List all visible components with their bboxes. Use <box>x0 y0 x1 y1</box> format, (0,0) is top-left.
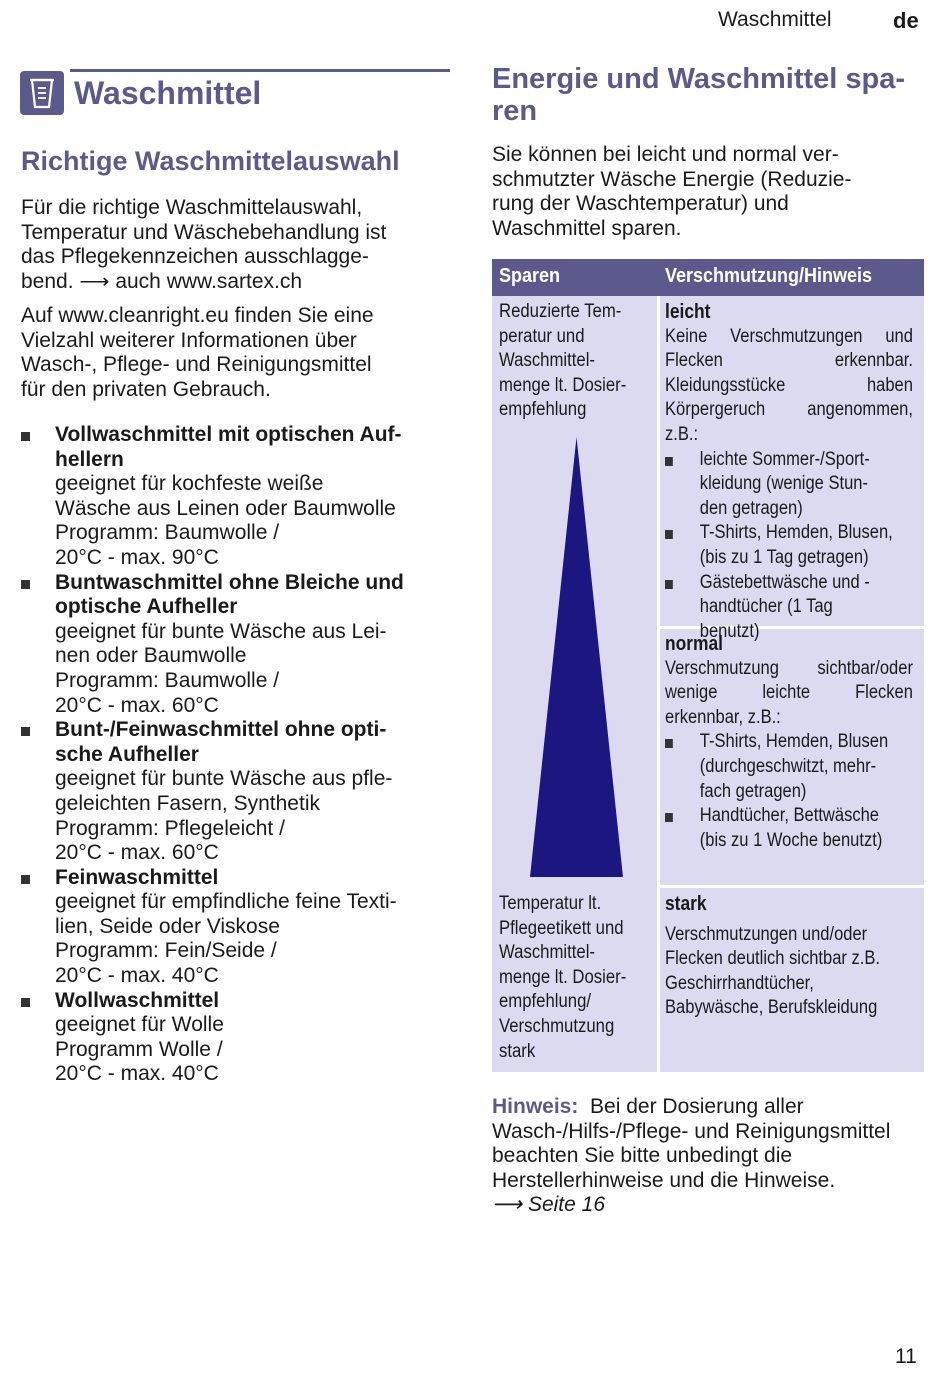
title-line: ren <box>492 95 538 127</box>
increase-triangle-graphic <box>530 437 623 877</box>
level-name: stark <box>665 893 707 915</box>
page-reference-link[interactable]: ⟶ Seite 16 <box>492 1193 605 1217</box>
detergent-desc-line: Programm: Baumwolle / <box>55 668 280 692</box>
level-example-line: (bis zu 1 Woche benutzt) <box>699 829 883 851</box>
section-title: Waschmittel <box>74 75 262 111</box>
detergent-desc-line: Programm: Fein/Seide / <box>55 939 277 963</box>
intro-line: Waschmittel sparen. <box>492 216 682 240</box>
intro-line: bend. ⟶ auch www.sartex.ch <box>21 269 303 293</box>
table-header-row <box>492 259 924 296</box>
level-name: normal <box>665 633 724 655</box>
table-header-sparen: Sparen <box>499 265 561 287</box>
sparen-line: peratur und <box>499 325 585 347</box>
intro-line: Auf www.cleanright.eu finden Sie eine <box>21 304 374 327</box>
detergent-desc-line: geeignet für kochfeste weiße <box>55 472 324 496</box>
intro-paragraph-1 <box>21 196 451 294</box>
square-bullet-icon <box>665 813 673 822</box>
detergent-desc-line: Programm: Baumwolle / <box>55 521 280 545</box>
table-column-separator <box>657 296 660 1072</box>
level-example-line: (bis zu 1 Tag getragen) <box>699 546 869 568</box>
detergent-name-line: Buntwaschmittel ohne Bleiche und <box>55 570 404 594</box>
detergent-name-line: optische Aufheller <box>55 595 238 619</box>
detergent-description <box>55 472 451 570</box>
level-stark <box>665 892 913 1021</box>
detergent-desc-line: Programm Wolle / <box>55 1037 223 1061</box>
detergent-name <box>55 866 451 891</box>
note-label: Hinweis: <box>492 1095 579 1118</box>
detergent-item <box>21 718 451 866</box>
detergent-description <box>55 620 451 718</box>
detergent-desc-line: 20°C - max. 40°C <box>55 1062 219 1086</box>
detergent-desc-line: nen oder Baumwolle <box>55 644 247 668</box>
sparen-line: Reduzierte Tem- <box>499 301 622 322</box>
square-bullet-icon <box>665 457 673 466</box>
level-example-line: den getragen) <box>699 497 803 519</box>
sparen-line: Verschmutzung <box>499 1015 615 1037</box>
square-bullet-icon <box>21 727 30 736</box>
detergent-desc-line: geeignet für empfindliche feine Texti- <box>55 890 397 914</box>
detergent-desc-line: Programm: Pflegeleicht / <box>55 816 285 840</box>
level-example-line: leichte Sommer-/Sport- <box>699 448 870 470</box>
sparen-cell-top <box>499 300 644 423</box>
intro-line: Sie können bei leicht und normal ver- <box>492 143 839 166</box>
intro-paragraph-2 <box>21 304 451 402</box>
note-text: Bei der Dosierung aller Wasch-/Hilfs-/Pflege- und Reinigungsmittel beachten Sie bitte unbedingt die Herstellerhinweise und die Hinweise. <box>492 1095 891 1192</box>
level-normal <box>665 632 913 853</box>
square-bullet-icon <box>665 530 673 539</box>
note-paragraph <box>492 1095 922 1218</box>
detergent-desc-line: lien, Seide oder Viskose <box>55 914 280 938</box>
detergent-name-line: Bunt-/Feinwaschmittel ohne opti- <box>55 718 387 742</box>
intro-line: für den privaten Gebrauch. <box>21 377 271 401</box>
detergent-desc-line: 20°C - max. 40°C <box>55 964 219 988</box>
level-example-line: kleidung (wenige Stun- <box>699 473 868 495</box>
detergent-name <box>55 989 451 1014</box>
detergent-name-line: Wollwaschmittel <box>55 988 220 1012</box>
sparen-line: Pflegeetikett und <box>499 917 624 939</box>
level-example-line: fach getragen) <box>699 780 807 802</box>
detergent-name <box>55 718 451 767</box>
level-example-item <box>665 521 913 570</box>
detergent-list <box>21 423 451 1087</box>
level-example-line: (durchgeschwitzt, mehr- <box>699 755 877 777</box>
detergent-desc-line: 20°C - max. 60°C <box>55 841 219 865</box>
table-header-verschmutzung: Verschmutzung/Hinweis <box>665 265 873 287</box>
level-example-line: T-Shirts, Hemden, Blusen, <box>699 522 893 544</box>
detergent-desc-line: Wäsche aus Leinen oder Baumwolle <box>55 496 396 520</box>
detergent-description <box>55 890 451 988</box>
level-leicht <box>665 300 913 644</box>
running-header-language: de <box>893 8 919 33</box>
table-row-separator <box>660 885 924 888</box>
detergent-description <box>55 1013 451 1087</box>
running-header-section: Waschmittel <box>718 8 832 31</box>
level-example-line: Handtücher, Bettwäsche <box>699 805 879 827</box>
subsection-title: Richtige Waschmittelauswahl <box>21 146 400 176</box>
intro-line: schmutzter Wäsche Energie (Reduzie- <box>492 167 852 191</box>
sparen-line: stark <box>499 1040 536 1062</box>
detergent-name <box>55 423 451 472</box>
detergent-desc-line: geeignet für bunte Wäsche aus Lei- <box>55 619 387 643</box>
intro-line: Temperatur und Wäschebehandlung ist <box>21 220 387 244</box>
level-example-line: benutzt) <box>699 620 760 642</box>
title-line: Energie und Waschmittel spa- <box>492 63 906 95</box>
detergent-name-line: hellern <box>55 447 124 471</box>
detergent-measuring-cup-icon <box>20 71 64 115</box>
detergent-desc-line: 20°C - max. 90°C <box>55 545 219 569</box>
detergent-desc-line: geeignet für bunte Wäsche aus pfle- <box>55 767 393 791</box>
detergent-description <box>55 767 451 865</box>
square-bullet-icon <box>21 580 30 589</box>
level-description: Keine Verschmutzungen und Flecken erkennbar. Kleidungsstücke haben Körpergeruch angenommen, z.B.: <box>665 325 913 445</box>
detergent-desc-line: geleichten Fasern, Synthetik <box>55 791 320 815</box>
sparen-line: menge lt. Dosier- <box>499 966 627 988</box>
sparen-line: empfehlung <box>499 399 587 421</box>
sparen-cell-bottom <box>499 892 644 1064</box>
intro-line: Wasch-, Pflege- und Reinigungsmittel <box>21 353 372 377</box>
detergent-item <box>21 571 451 719</box>
level-description: Verschmutzung sichtbar/oder wenige leichte Flecken erkennbar, z.B.: <box>665 657 913 728</box>
square-bullet-icon <box>21 432 30 441</box>
square-bullet-icon <box>665 739 673 748</box>
intro-line: rung der Waschtemperatur) und <box>492 192 789 216</box>
detergent-item <box>21 866 451 989</box>
level-example-item <box>665 448 913 522</box>
level-example-item <box>665 730 913 804</box>
energy-saving-intro <box>492 143 922 241</box>
detergent-item <box>21 423 451 571</box>
square-bullet-icon <box>21 998 30 1007</box>
section-rule <box>70 69 450 72</box>
detergent-item <box>21 989 451 1087</box>
level-description: Verschmutzungen und/oder Flecken deutlich sichtbar z.B. Geschirrhandtücher, Babywäsche, Berufskleidung <box>665 923 880 1019</box>
sparen-line: Waschmittel- <box>499 942 596 964</box>
sparen-line: Temperatur lt. <box>499 893 602 914</box>
intro-line: das Pflegekennzeichen ausschlagge- <box>21 245 369 269</box>
energy-saving-title <box>492 63 932 127</box>
level-example-line: Gästebettwäsche und - <box>699 571 870 593</box>
sparen-line: menge lt. Dosier- <box>499 374 627 396</box>
detergent-name-line: Feinwaschmittel <box>55 865 219 889</box>
detergent-name <box>55 571 451 620</box>
level-example-line: handtücher (1 Tag <box>699 596 833 618</box>
detergent-desc-line: geeignet für Wolle <box>55 1013 224 1037</box>
level-example-line: T-Shirts, Hemden, Blusen <box>699 731 889 753</box>
page-number: 11 <box>895 1345 917 1368</box>
intro-line: Vielzahl weiterer Informationen über <box>21 328 357 352</box>
square-bullet-icon <box>665 580 673 589</box>
detergent-name-line: Vollwaschmittel mit optischen Auf- <box>55 423 402 446</box>
level-name: leicht <box>665 301 711 323</box>
intro-line: Für die richtige Waschmittelauswahl, <box>21 196 363 219</box>
square-bullet-icon <box>21 875 30 884</box>
sparen-line: empfehlung/ <box>499 991 592 1013</box>
detergent-name-line: sche Aufheller <box>55 742 199 766</box>
sparen-line: Waschmittel- <box>499 350 596 372</box>
level-example-item <box>665 804 913 853</box>
detergent-desc-line: 20°C - max. 60°C <box>55 693 219 717</box>
